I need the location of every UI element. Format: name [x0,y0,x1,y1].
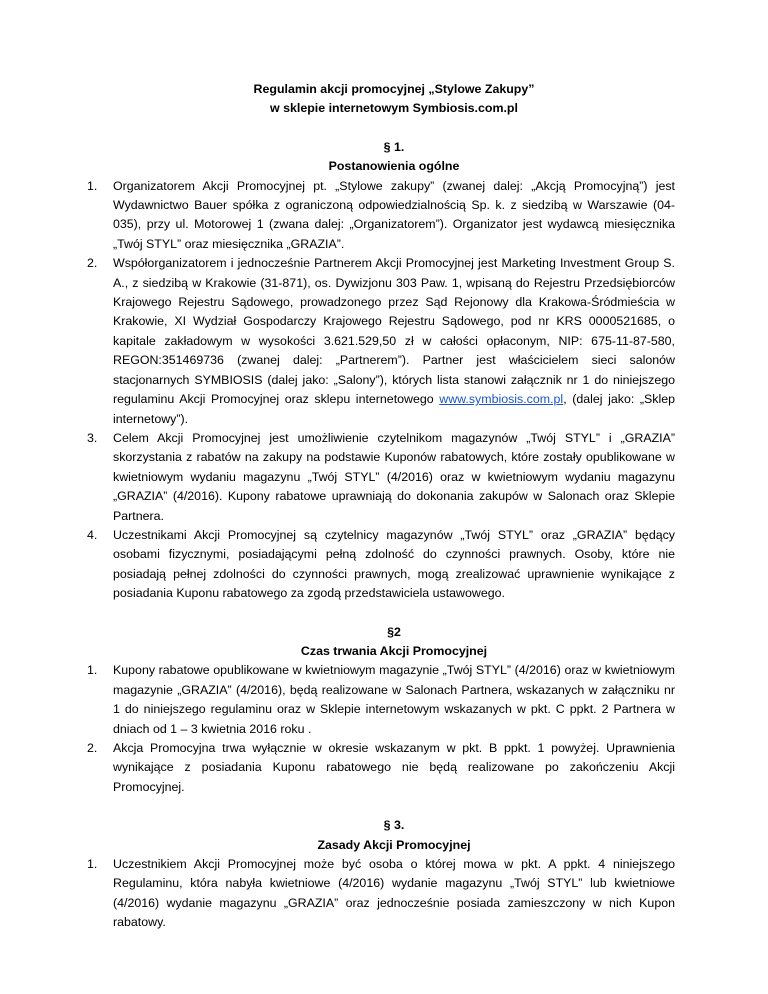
list-item [87,855,675,933]
list-item [87,254,675,429]
section-heading: Postanowienia ogólne [328,159,460,174]
title-line-2: w sklepie internetowym Symbiosis.com.pl [270,101,518,116]
list-item [87,429,675,526]
item-number: 4. [87,527,98,542]
section-3-header [113,816,675,855]
section-heading: Zasady Akcji Promocyjnej [317,837,471,852]
item-text: Uczestnikami Akcji Promocyjnej są czytelnicy magazynów „Twój STYL” oraz „GRAZIA” będący osobami fizycznymi, posiadającymi pełną zdolność do czynności prawnych. Osoby, które nie posiadają pełnej zdolności do czynności prawnych, mogą zrealizować uprawnienie wynikające z posiadania Kuponu rabatowego za zgodą przedstawiciela ustawowego. [113,527,675,601]
section-number: § 3. [383,818,405,833]
item-text: Uczestnikiem Akcji Promocyjnej może być osoba o której mowa w pkt. A ppkt. 4 niniejszego Regulaminu, która nabyła kwietniowe (4/2016) wydanie magazynu „Twój STYL” lub kwietniowe (4/2016) wydanie magazynu „GRAZIA” oraz jednocześnie posiada zamieszczony w nich Kupon rabatowy. [113,857,675,930]
section-2-header [113,623,675,662]
section-1-list [87,177,675,604]
item-number: 2. [87,256,98,271]
list-item [87,661,675,739]
section-number: § 1. [383,139,405,154]
item-text: Kupony rabatowe opublikowane w kwietniowym magazynie „Twój STYL” (4/2016) oraz w kwietniowym magazynie „GRAZIA” (4/2016), będą realizowane w Salonach Partnera, wskazanych w załączniku nr 1 do niniejszego regulaminu oraz w Sklepie internetowym wskazanych w pkt. C ppkt. 2 Partnera w dniach od 1 – 3 kwietnia 2016 roku . [113,663,675,736]
item-number: 1. [87,857,98,872]
item-number: 2. [87,741,98,755]
item-number: 1. [87,178,98,193]
item-text-before-link: Współorganizatorem i jednocześnie Partnerem Akcji Promocyjnej jest Marketing Investment Group S. A., z siedzibą w Krakowie (31-871), os. Dywizjonu 303 Paw. 1, wpisaną do Rejestru Przedsiębiorców Krajowego Rejestru Sądowego, prowadzonego przez Sąd Rejonowy dla Krakowa-Śródmieścia w Krakowie, XI Wydział Gospodarczy Krajowego Rejestru Sądowego, pod nr KRS 0000521685, o kapitale zakładowym w wysokości 3.621.529,50 zł w całości opłaconym, NIP: 675-11-87-580, REGON:351469736 (zwanej dalej: „Partnerem”). Partner jest właścicielem sieci salonów stacjonarnych SYMBIOSIS (dalej jako: „Salony”), których lista stanowi załącznik nr 1 do niniejszego regulaminu Akcji Promocyjnej oraz sklepu internetowego [113,256,675,407]
document-title [113,80,675,119]
title-line-1: Regulamin akcji promocyjnej „Stylowe Zakupy” [253,82,535,96]
section-heading: Czas trwania Akcji Promocyjnej [300,643,488,658]
section-3-list [87,855,675,933]
section-2-list [87,661,675,797]
section-number: §2 [387,624,401,639]
item-text: Akcja Promocyjna trwa wyłącznie w okresie wskazanym w pkt. B ppkt. 1 powyżej. Uprawnienia wynikające z posiadania Kuponu rabatowego nie będą realizowane po zakończeniu Akcji Promocyjnej. [113,741,675,794]
document-page [87,80,675,933]
item-text: Celem Akcji Promocyjnej jest umożliwienie czytelnikom magazynów „Twój STYL” i „GRAZIA” skorzystania z rabatów na zakupy na podstawie Kuponów rabatowych, które zostały opublikowane w kwietniowym wydaniu magazynu „Twój STYL” (4/2016) oraz w kwietniowym wydaniu magazynu „GRAZIA” (4/2016). Kupony rabatowe uprawniają do dokonania zakupów w Salonach oraz Sklepie Partnera. [113,430,675,523]
section-1-header [113,138,675,177]
item-text: Organizatorem Akcji Promocyjnej pt. „Stylowe zakupy” (zwanej dalej: „Akcją Promocyjną”) jest Wydawnictwo Bauer spółka z ograniczoną odpowiedzialnością Sp. k. z siedzibą w Warszawie (04-035), przy ul. Motorowej 1 (zwana dalej: „Organizatorem”). Organizator jest wydawcą miesięcznika „Twój STYL” oraz miesięcznika „GRAZIA”. [113,178,675,251]
item-text-after-link: , (dalej jako: „Sklep internetowy”). [113,392,675,426]
symbiosis-website-link[interactable]: www.symbiosis.com.pl [439,392,564,407]
item-number: 3. [87,430,98,445]
list-item [87,526,675,604]
list-item [87,739,675,797]
list-item [87,177,675,255]
item-number: 1. [87,663,98,678]
